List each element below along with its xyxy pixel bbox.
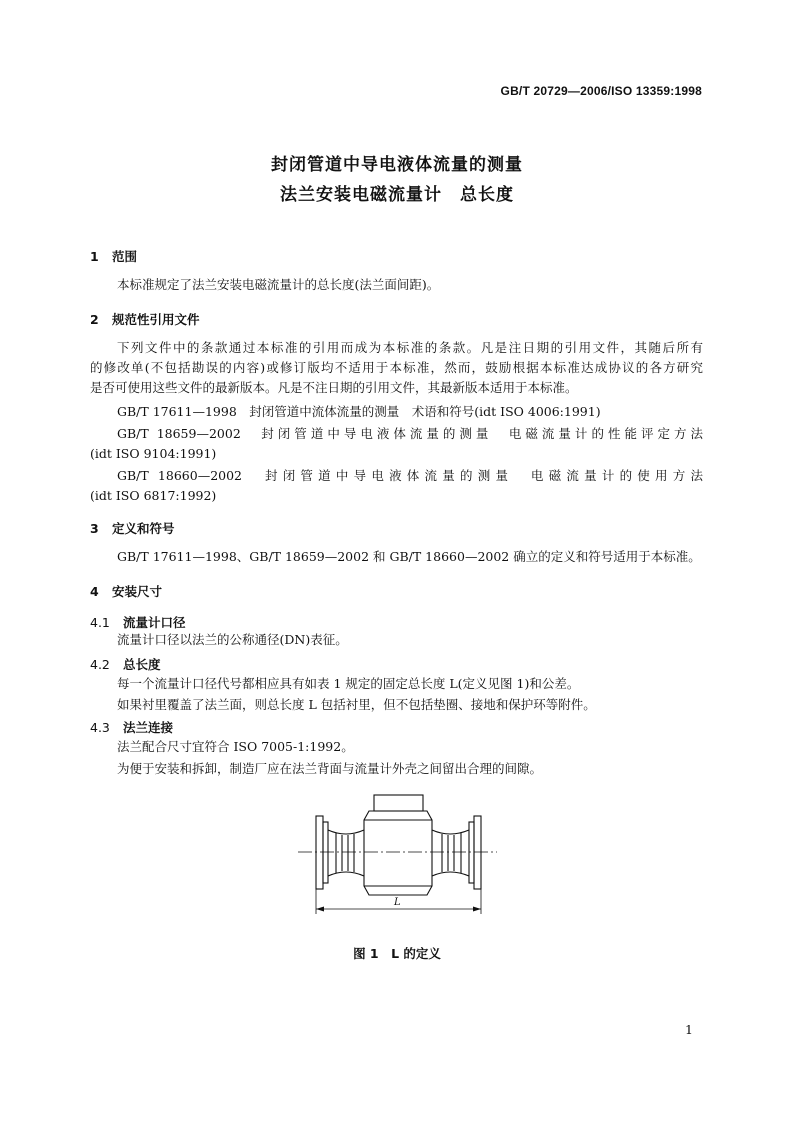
meter-body bbox=[364, 811, 432, 895]
terminal-box bbox=[374, 795, 423, 811]
references-intro-line2: 的修改单(不包括勘误的内容)或修订版均不适用于本标准，然而，鼓励根据本标准达成协议的各方研究 bbox=[90, 360, 703, 375]
arrow-right-icon bbox=[473, 907, 481, 912]
section-title: 范围 bbox=[112, 249, 138, 264]
dimension-label: L bbox=[394, 897, 401, 908]
section-number: 1 bbox=[90, 249, 99, 264]
reference-item-1: GB/T 17611—1998 封闭管道中流体流量的测量 术语和符号(idt ISO 4006:1991) bbox=[117, 404, 601, 419]
reference-item-3-line2: (idt ISO 6817:1992) bbox=[90, 488, 217, 503]
length-paragraph-2: 如果衬里覆盖了法兰面，则总长度 L 包括衬里，但不包括垫圈、接地和保护环等附件。 bbox=[117, 697, 596, 712]
references-intro-line3: 是否可使用这些文件的最新版本。凡是不注日期的引用文件，其最新版本适用于本标准。 bbox=[90, 380, 578, 395]
right-flange bbox=[474, 816, 481, 889]
section-3-heading bbox=[90, 519, 175, 537]
standard-code: GB/T 20729—2006/ISO 13359:1998 bbox=[500, 84, 702, 98]
arrow-left-icon bbox=[316, 907, 324, 912]
section-number: 4 bbox=[90, 584, 99, 599]
page-number: 1 bbox=[685, 1022, 693, 1037]
section-title: 安装尺寸 bbox=[112, 584, 163, 599]
references-intro-line1: 下列文件中的条款通过本标准的引用而成为本标准的条款。凡是注日期的引用文件，其随后所有 bbox=[117, 340, 703, 355]
section-number: 2 bbox=[90, 312, 99, 327]
document-title-line1: 封闭管道中导电液体流量的测量 bbox=[271, 155, 523, 175]
section-number: 4.2 bbox=[90, 657, 110, 672]
section-1-heading bbox=[90, 247, 137, 265]
flange-paragraph-2: 为便于安装和拆卸，制造厂应在法兰背面与流量计外壳之间留出合理的间隙。 bbox=[117, 761, 543, 776]
section-title: 规范性引用文件 bbox=[112, 312, 200, 327]
section-2-heading bbox=[90, 310, 200, 328]
section-4-2-heading bbox=[90, 655, 161, 673]
bore-paragraph: 流量计口径以法兰的公称通径(DN)表征。 bbox=[117, 632, 348, 647]
section-4-heading bbox=[90, 582, 162, 600]
figure-caption: 图 1 L 的定义 bbox=[353, 946, 441, 961]
left-neck bbox=[328, 830, 364, 876]
length-paragraph-1: 每一个流量计口径代号都相应具有如表 1 规定的固定总长度 L(定义见图 1)和公差。 bbox=[117, 676, 580, 691]
section-number: 4.3 bbox=[90, 720, 110, 735]
reference-item-2-line2: (idt ISO 9104:1991) bbox=[90, 446, 217, 461]
right-neck bbox=[432, 830, 469, 876]
flowmeter-length-figure bbox=[290, 792, 505, 922]
section-title: 流量计口径 bbox=[123, 615, 186, 630]
reference-item-3-line1: GB/T 18660—2002 封闭管道中导电液体流量的测量 电磁流量计的使用方法 bbox=[117, 468, 703, 483]
flange-paragraph-1: 法兰配合尺寸宜符合 ISO 7005-1:1992。 bbox=[117, 739, 354, 754]
section-number: 4.1 bbox=[90, 615, 110, 630]
definitions-paragraph: GB/T 17611—1998、GB/T 18659—2002 和 GB/T 18660—2002 确立的定义和符号适用于本标准。 bbox=[117, 549, 701, 564]
section-title: 总长度 bbox=[123, 657, 161, 672]
section-number: 3 bbox=[90, 521, 99, 536]
reference-item-2-line1: GB/T 18659—2002 封闭管道中导电液体流量的测量 电磁流量计的性能评定方法 bbox=[117, 426, 703, 441]
document-title-line2: 法兰安装电磁流量计 总长度 bbox=[280, 185, 514, 205]
section-4-3-heading bbox=[90, 718, 173, 736]
left-flange bbox=[316, 816, 323, 889]
section-4-1-heading bbox=[90, 613, 186, 631]
scope-paragraph: 本标准规定了法兰安装电磁流量计的总长度(法兰面间距)。 bbox=[117, 277, 440, 292]
section-title: 定义和符号 bbox=[112, 521, 175, 536]
section-title: 法兰连接 bbox=[123, 720, 174, 735]
